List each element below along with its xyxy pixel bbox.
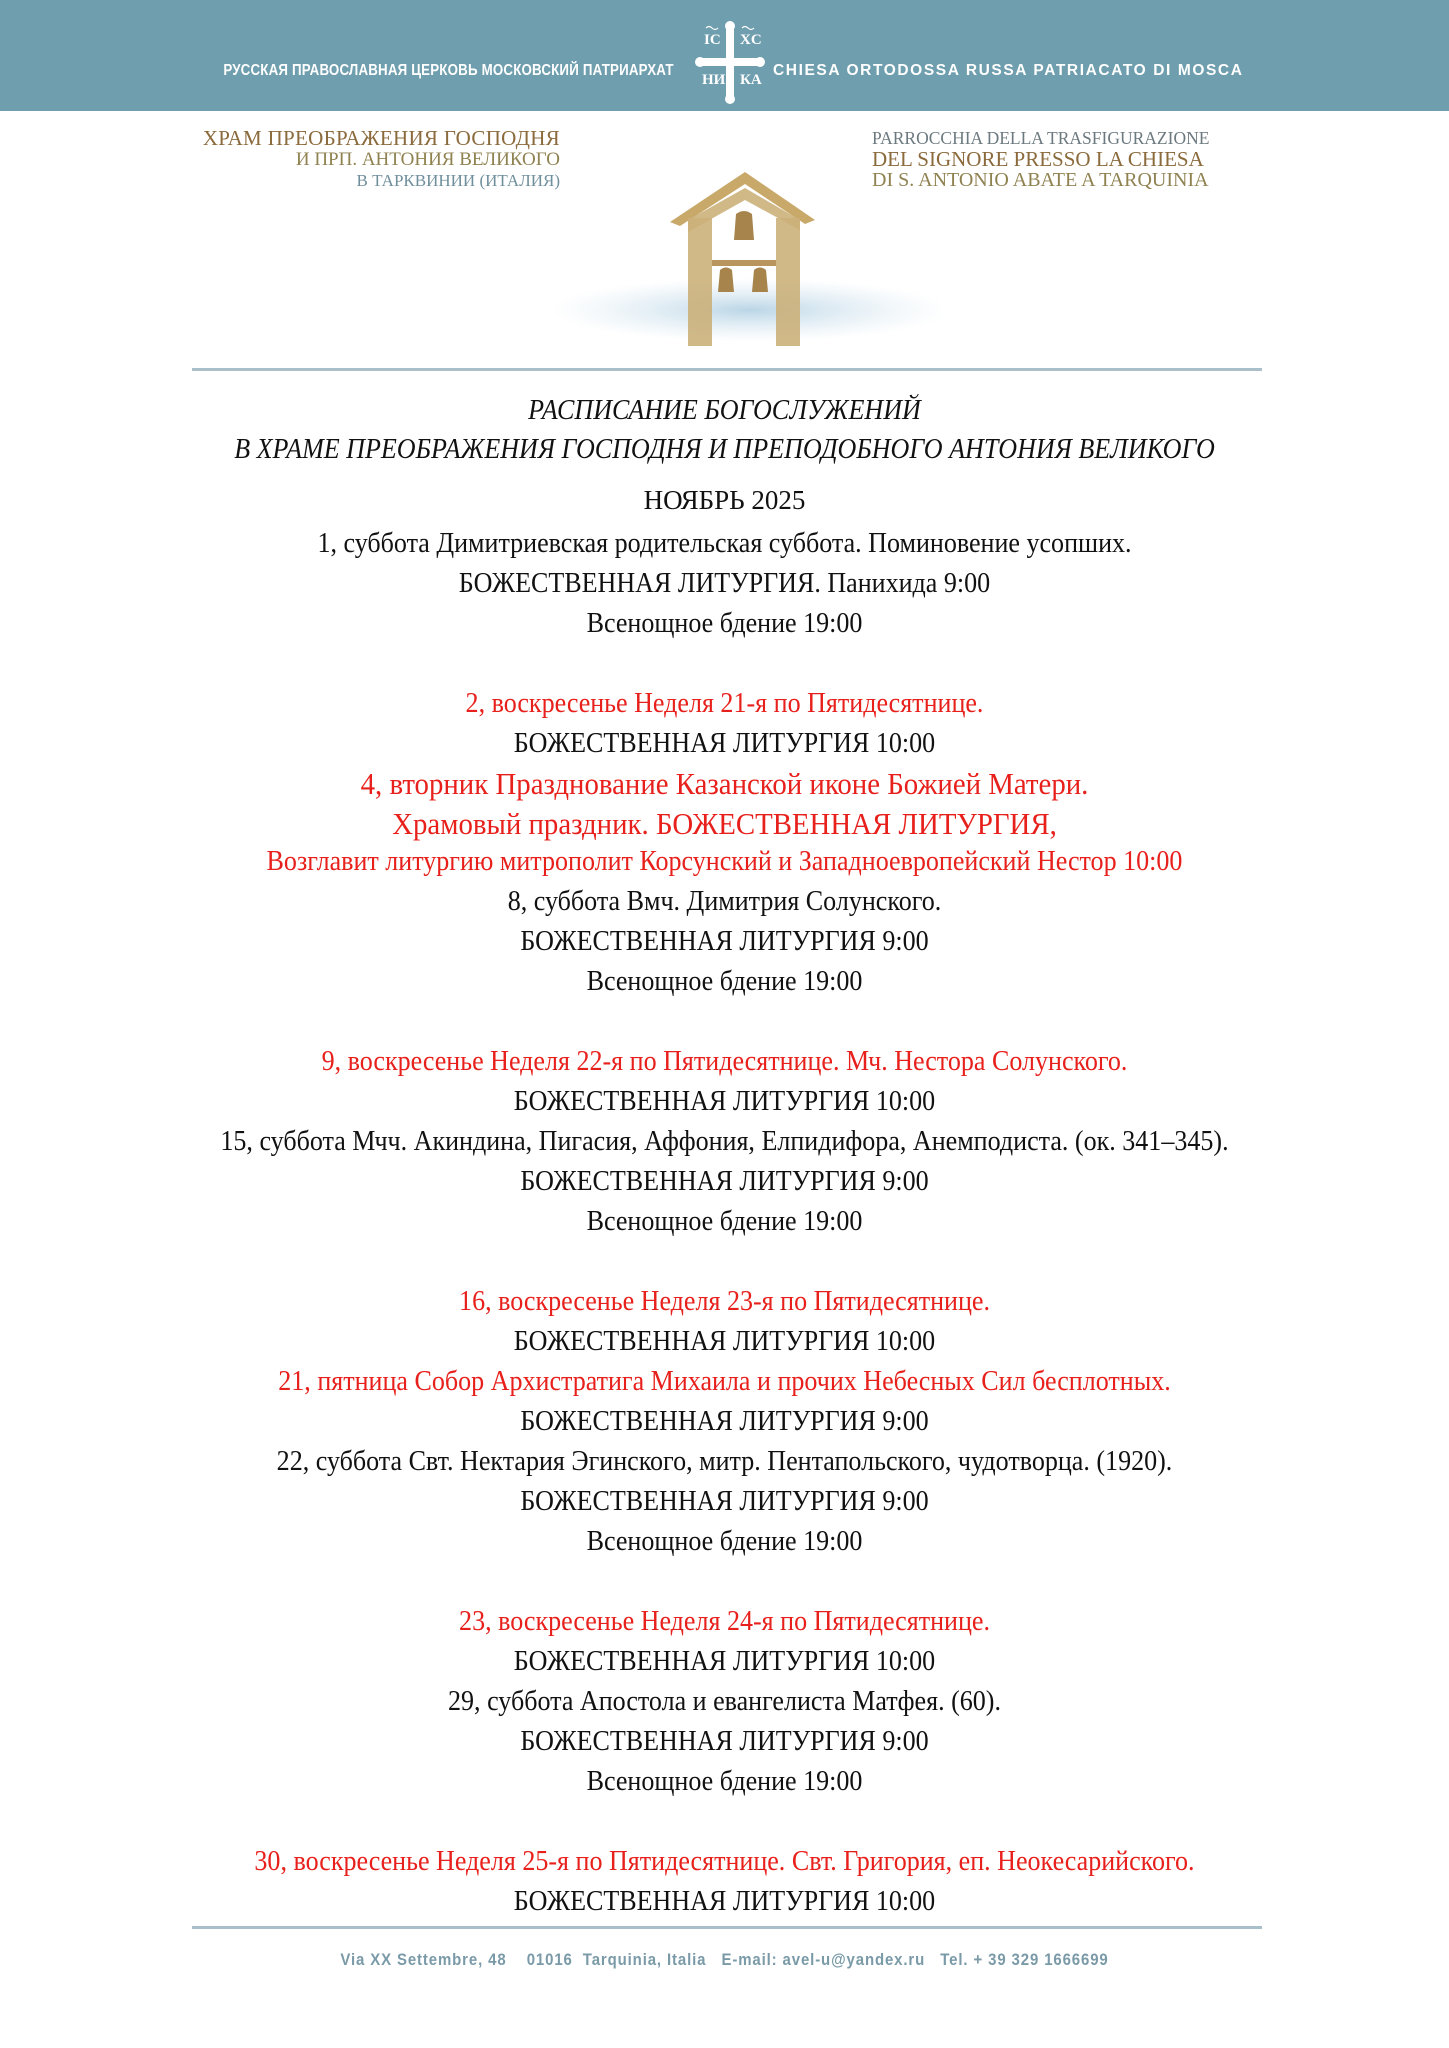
header-org-it: CHIESA ORTODOSSA RUSSA PATRIACATO DI MOSCA — [773, 62, 1244, 79]
divider-top — [192, 368, 1262, 371]
parish-ru-line-1: ХРАМ ПРЕОБРАЖЕНИЯ ГОСПОДНЯ — [202, 126, 560, 150]
schedule-line: Всенощное бдение 19:00 — [586, 1766, 863, 1797]
schedule-line: БОЖЕСТВЕННАЯ ЛИТУРГИЯ 9:00 — [520, 1486, 929, 1517]
schedule-line: БОЖЕСТВЕННАЯ ЛИТУРГИЯ 9:00 — [520, 926, 929, 957]
bell-tower-illustration — [540, 150, 940, 360]
schedule-subtitle: В ХРАМЕ ПРЕОБРАЖЕНИЯ ГОСПОДНЯ И ПРЕПОДОБНОГО АНТОНИЯ ВЕЛИКОГО — [234, 434, 1215, 465]
schedule-line: Храмовый праздник. БОЖЕСТВЕННАЯ ЛИТУРГИЯ, — [392, 806, 1057, 841]
schedule-line: БОЖЕСТВЕННАЯ ЛИТУРГИЯ 10:00 — [513, 728, 936, 759]
header-org-ru: РУССКАЯ ПРАВОСЛАВНАЯ ЦЕРКОВЬ МОСКОВСКИЙ ПАТРИАРХАТ — [223, 62, 674, 79]
cross-letters-tl: IC — [704, 32, 721, 48]
schedule-line: БОЖЕСТВЕННАЯ ЛИТУРГИЯ 10:00 — [513, 1646, 936, 1677]
schedule-line: Всенощное бдение 19:00 — [586, 1206, 863, 1237]
schedule-line: 1, суббота Димитриевская родительская суббота. Поминовение усопших. — [317, 528, 1132, 559]
parish-it-line-1: PARROCCHIA DELLA TRASFIGURAZIONE — [872, 128, 1210, 148]
parish-ru-line-3: В ТАРКВИНИИ (ИТАЛИЯ) — [356, 171, 560, 190]
schedule-line: 30, воскресенье Неделя 25-я по Пятидесятнице. Свт. Григория, еп. Неокесарийского. — [254, 1846, 1195, 1877]
footer-postal: 01016 Tarquinia, Italia — [526, 1950, 707, 1969]
cross-letters-br: КА — [740, 72, 762, 88]
schedule-title: РАСПИСАНИЕ БОГОСЛУЖЕНИЙ — [528, 395, 921, 426]
schedule-line: 8, суббота Вмч. Димитрия Солунского. — [507, 886, 942, 917]
schedule-line: 22, суббота Свт. Нектария Эгинского, митр. Пентапольского, чудотворца. (1920). — [276, 1446, 1173, 1477]
schedule-line: 4, вторник Празднование Казанской иконе Божией Матери. — [360, 766, 1089, 801]
orthodox-cross-icon — [690, 20, 770, 100]
schedule-line: Всенощное бдение 19:00 — [586, 608, 863, 639]
cross-letters-bl: НИ — [702, 72, 726, 88]
schedule-line: 15, суббота Мчч. Акиндина, Пигасия, Аффония, Елпидифора, Анемподиста. (ок. 341–345). — [220, 1126, 1229, 1157]
schedule-line: БОЖЕСТВЕННАЯ ЛИТУРГИЯ. Панихида 9:00 — [458, 568, 991, 599]
schedule-line: БОЖЕСТВЕННАЯ ЛИТУРГИЯ 10:00 — [513, 1326, 936, 1357]
parish-name-ru — [203, 128, 560, 191]
schedule-line: БОЖЕСТВЕННАЯ ЛИТУРГИЯ 10:00 — [513, 1086, 936, 1117]
schedule-line: 21, пятница Собор Архистратига Михаила и прочих Небесных Сил бесплотных. — [278, 1366, 1171, 1397]
footer-phone: Tel. + 39 329 1666699 — [940, 1950, 1109, 1969]
parish-ru-line-2: И ПРП. АНТОНИЯ ВЕЛИКОГО — [295, 149, 560, 170]
schedule-line: БОЖЕСТВЕННАЯ ЛИТУРГИЯ 9:00 — [520, 1726, 929, 1757]
schedule-line: 23, воскресенье Неделя 24-я по Пятидесятнице. — [459, 1606, 990, 1637]
parish-it-line-3: DI S. ANTONIO ABATE A TARQUINIA — [872, 169, 1209, 191]
schedule-line: БОЖЕСТВЕННАЯ ЛИТУРГИЯ 9:00 — [520, 1406, 929, 1437]
schedule-line: БОЖЕСТВЕННАЯ ЛИТУРГИЯ 10:00 — [513, 1886, 936, 1917]
footer-email: E-mail: avel-u@yandex.ru — [721, 1950, 926, 1969]
cross-letters-tr: XC — [740, 32, 762, 48]
schedule-line: Всенощное бдение 19:00 — [586, 966, 863, 997]
footer-contacts — [87, 1950, 1362, 1970]
schedule-line: 2, воскресенье Неделя 21-я по Пятидесятнице. — [465, 688, 984, 719]
schedule-line: 29, суббота Апостола и евангелиста Матфея. (60). — [448, 1686, 1001, 1717]
parish-it-line-2: DEL SIGNORE PRESSO LA CHIESA — [872, 147, 1204, 171]
schedule-line: БОЖЕСТВЕННАЯ ЛИТУРГИЯ 9:00 — [520, 1166, 929, 1197]
header-bar — [0, 0, 1449, 111]
schedule-line: Всенощное бдение 19:00 — [586, 1526, 863, 1557]
divider-bottom — [192, 1926, 1262, 1929]
schedule-line: 16, воскресенье Неделя 23-я по Пятидесятнице. — [459, 1286, 990, 1317]
footer-address: Via XX Settembre, 48 — [340, 1950, 507, 1969]
schedule-line: 9, воскресенье Неделя 22-я по Пятидесятнице. Мч. Нестора Солунского. — [321, 1046, 1128, 1077]
schedule-month: НОЯБРЬ 2025 — [643, 485, 806, 515]
schedule-line: Возглавит литургию митрополит Корсунский и Западноевропейский Нестор 10:00 — [266, 846, 1183, 877]
